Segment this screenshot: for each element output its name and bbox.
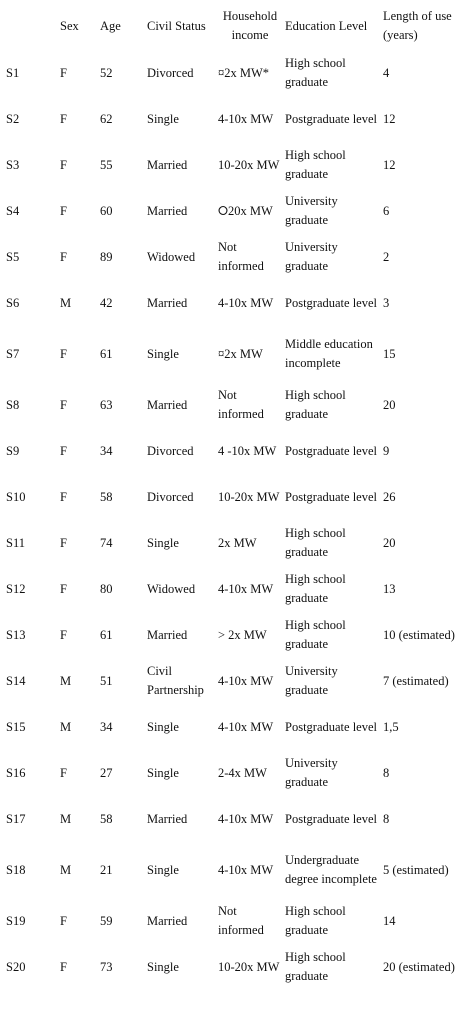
cell-id: S17 <box>6 811 26 826</box>
cell-id: S18 <box>6 862 26 877</box>
table-row <box>0 382 459 428</box>
cell-id: S8 <box>6 397 20 412</box>
header-civil-status: Civil Status <box>147 18 206 33</box>
cell-id: S2 <box>6 111 20 126</box>
cell-education-level: University graduate <box>285 664 338 697</box>
cell-household-income: > 2x MW <box>218 627 267 642</box>
cell-civil-status: Single <box>147 959 179 974</box>
cell-id: S20 <box>6 959 26 974</box>
cell-household-income: Not informed <box>218 240 264 273</box>
table-row <box>0 796 459 842</box>
cell-age: 63 <box>100 397 113 412</box>
cell-id: S16 <box>6 765 26 780</box>
cell-education-level: University graduate <box>285 240 338 273</box>
header-length-of-use: Length of use (years) <box>383 9 452 42</box>
cell-age: 59 <box>100 913 113 928</box>
table-row <box>0 566 459 612</box>
cell-household-income: ¤2x MW* <box>218 65 270 80</box>
cell-id: S6 <box>6 295 20 310</box>
cell-civil-status: Widowed <box>147 249 196 264</box>
cell-household-income: 10-20x MW <box>218 157 280 172</box>
cell-education-level: High school graduate <box>285 388 346 421</box>
header-household-income: Household income <box>222 9 278 42</box>
cell-age: 21 <box>100 862 113 877</box>
cell-education-level: Undergraduate degree incomplete <box>285 853 377 886</box>
cell-sex: M <box>60 719 72 734</box>
cell-education-level: University graduate <box>285 756 338 789</box>
cell-length-of-use: 9 <box>383 443 390 458</box>
cell-length-of-use: 10 (estimated) <box>383 627 455 642</box>
cell-sex: F <box>60 765 67 780</box>
cell-sex: F <box>60 397 67 412</box>
cell-education-level: High school graduate <box>285 56 346 89</box>
cell-household-income: 10-20x MW <box>218 489 280 504</box>
table-row <box>0 704 459 750</box>
cell-length-of-use: 3 <box>383 295 390 310</box>
cell-household-income: Not informed <box>218 388 264 421</box>
cell-age: 60 <box>100 203 113 218</box>
cell-household-income: 2-4x MW <box>218 765 267 780</box>
cell-civil-status: Single <box>147 765 179 780</box>
cell-id: S10 <box>6 489 26 504</box>
cell-civil-status: Married <box>147 811 188 826</box>
cell-id: S3 <box>6 157 20 172</box>
cell-length-of-use: 13 <box>383 581 396 596</box>
table-row <box>0 520 459 566</box>
cell-sex: F <box>60 346 67 361</box>
cell-household-income: 4-10x MW <box>218 719 274 734</box>
cell-length-of-use: 12 <box>383 111 396 126</box>
cell-age: 34 <box>100 719 113 734</box>
header-education-level: Education Level <box>285 18 368 33</box>
cell-length-of-use: 12 <box>383 157 396 172</box>
cell-id: S12 <box>6 581 26 596</box>
table-body <box>0 50 459 990</box>
cell-education-level: High school graduate <box>285 618 346 651</box>
cell-age: 55 <box>100 157 113 172</box>
cell-length-of-use: 6 <box>383 203 390 218</box>
cell-civil-status: Married <box>147 627 188 642</box>
cell-sex: M <box>60 862 72 877</box>
cell-civil-status: Widowed <box>147 581 196 596</box>
cell-sex: M <box>60 811 72 826</box>
table-row <box>0 428 459 474</box>
cell-length-of-use: 20 <box>383 397 396 412</box>
cell-age: 61 <box>100 346 113 361</box>
cell-civil-status: Single <box>147 862 179 877</box>
cell-length-of-use: 14 <box>383 913 396 928</box>
cell-education-level: Postgraduate level <box>285 489 377 504</box>
cell-length-of-use: 7 (estimated) <box>383 673 449 688</box>
cell-length-of-use: 15 <box>383 346 396 361</box>
cell-id: S9 <box>6 443 20 458</box>
cell-education-level: High school graduate <box>285 526 346 559</box>
cell-length-of-use: 26 <box>383 489 396 504</box>
cell-length-of-use: 5 (estimated) <box>383 862 449 877</box>
cell-civil-status: Civil Partnership <box>147 664 204 697</box>
cell-length-of-use: 1,5 <box>383 719 399 734</box>
table-row <box>0 96 459 142</box>
cell-age: 80 <box>100 581 113 596</box>
cell-age: 52 <box>100 65 113 80</box>
cell-civil-status: Married <box>147 203 188 218</box>
cell-education-level: Postgraduate level <box>285 811 377 826</box>
cell-education-level: Postgraduate level <box>285 111 377 126</box>
cell-education-level: Postgraduate level <box>285 443 377 458</box>
cell-id: S11 <box>6 535 25 550</box>
cell-age: 34 <box>100 443 113 458</box>
table-row <box>0 612 459 658</box>
cell-civil-status: Single <box>147 535 179 550</box>
cell-education-level: Postgraduate level <box>285 295 377 310</box>
cell-sex: F <box>60 627 67 642</box>
cell-age: 51 <box>100 673 113 688</box>
cell-civil-status: Married <box>147 295 188 310</box>
table-row <box>0 658 459 704</box>
cell-household-income: Not informed <box>218 904 264 937</box>
cell-sex: M <box>60 673 72 688</box>
cell-sex: F <box>60 203 67 218</box>
cell-age: 89 <box>100 249 113 264</box>
cell-age: 27 <box>100 765 113 780</box>
cell-age: 58 <box>100 811 113 826</box>
table-row <box>0 50 459 96</box>
cell-id: S1 <box>6 65 20 80</box>
cell-sex: F <box>60 959 67 974</box>
cell-id: S7 <box>6 346 20 361</box>
cell-education-level: High school graduate <box>285 904 346 937</box>
cell-sex: F <box>60 111 67 126</box>
table-row <box>0 750 459 796</box>
cell-age: 62 <box>100 111 113 126</box>
cell-education-level: High school graduate <box>285 950 346 983</box>
cell-household-income: 4 -10x MW <box>218 443 277 458</box>
table-row <box>0 842 459 898</box>
cell-id: S13 <box>6 627 26 642</box>
cell-length-of-use: 4 <box>383 65 390 80</box>
cell-civil-status: Divorced <box>147 489 194 504</box>
cell-sex: F <box>60 157 67 172</box>
table-row <box>0 234 459 280</box>
cell-household-income: 4-10x MW <box>218 295 274 310</box>
table-row <box>0 280 459 326</box>
header-sex: Sex <box>60 18 79 33</box>
table-row <box>0 944 459 990</box>
cell-civil-status: Married <box>147 157 188 172</box>
table-row <box>0 474 459 520</box>
cell-education-level: Postgraduate level <box>285 719 377 734</box>
cell-length-of-use: 20 (estimated) <box>383 959 455 974</box>
cell-household-income: 4-10x MW <box>218 111 274 126</box>
cell-household-income: 4-10x MW <box>218 581 274 596</box>
cell-age: 61 <box>100 627 113 642</box>
cell-sex: F <box>60 913 67 928</box>
cell-household-income: ¤2x MW <box>218 346 263 361</box>
cell-household-income: ⭘20x MW <box>218 203 273 218</box>
cell-education-level: Middle education incomplete <box>285 337 373 370</box>
cell-civil-status: Divorced <box>147 65 194 80</box>
cell-household-income: 4-10x MW <box>218 811 274 826</box>
header-row <box>0 0 459 50</box>
cell-sex: M <box>60 295 72 310</box>
cell-age: 42 <box>100 295 113 310</box>
cell-education-level: High school graduate <box>285 148 346 181</box>
cell-civil-status: Divorced <box>147 443 194 458</box>
table-row <box>0 142 459 188</box>
cell-age: 74 <box>100 535 113 550</box>
cell-sex: F <box>60 535 67 550</box>
cell-civil-status: Single <box>147 346 179 361</box>
cell-civil-status: Married <box>147 913 188 928</box>
cell-sex: F <box>60 65 67 80</box>
cell-length-of-use: 20 <box>383 535 396 550</box>
cell-civil-status: Single <box>147 719 179 734</box>
cell-household-income: 4-10x MW <box>218 673 274 688</box>
cell-sex: F <box>60 581 67 596</box>
cell-id: S15 <box>6 719 26 734</box>
cell-id: S4 <box>6 203 20 218</box>
cell-sex: F <box>60 489 67 504</box>
table-row <box>0 898 459 944</box>
cell-length-of-use: 2 <box>383 249 390 264</box>
cell-id: S19 <box>6 913 26 928</box>
cell-age: 73 <box>100 959 113 974</box>
cell-id: S5 <box>6 249 20 264</box>
header-age: Age <box>100 18 121 33</box>
cell-civil-status: Married <box>147 397 188 412</box>
cell-age: 58 <box>100 489 113 504</box>
cell-household-income: 2x MW <box>218 535 257 550</box>
table-row <box>0 188 459 234</box>
table-row <box>0 326 459 382</box>
cell-education-level: University graduate <box>285 194 338 227</box>
cell-household-income: 4-10x MW <box>218 862 274 877</box>
cell-sex: F <box>60 443 67 458</box>
cell-education-level: High school graduate <box>285 572 346 605</box>
cell-household-income: 10-20x MW <box>218 959 280 974</box>
cell-civil-status: Single <box>147 111 179 126</box>
header-id <box>0 0 57 50</box>
cell-length-of-use: 8 <box>383 811 390 826</box>
cell-id: S14 <box>6 673 26 688</box>
cell-sex: F <box>60 249 67 264</box>
cell-length-of-use: 8 <box>383 765 390 780</box>
